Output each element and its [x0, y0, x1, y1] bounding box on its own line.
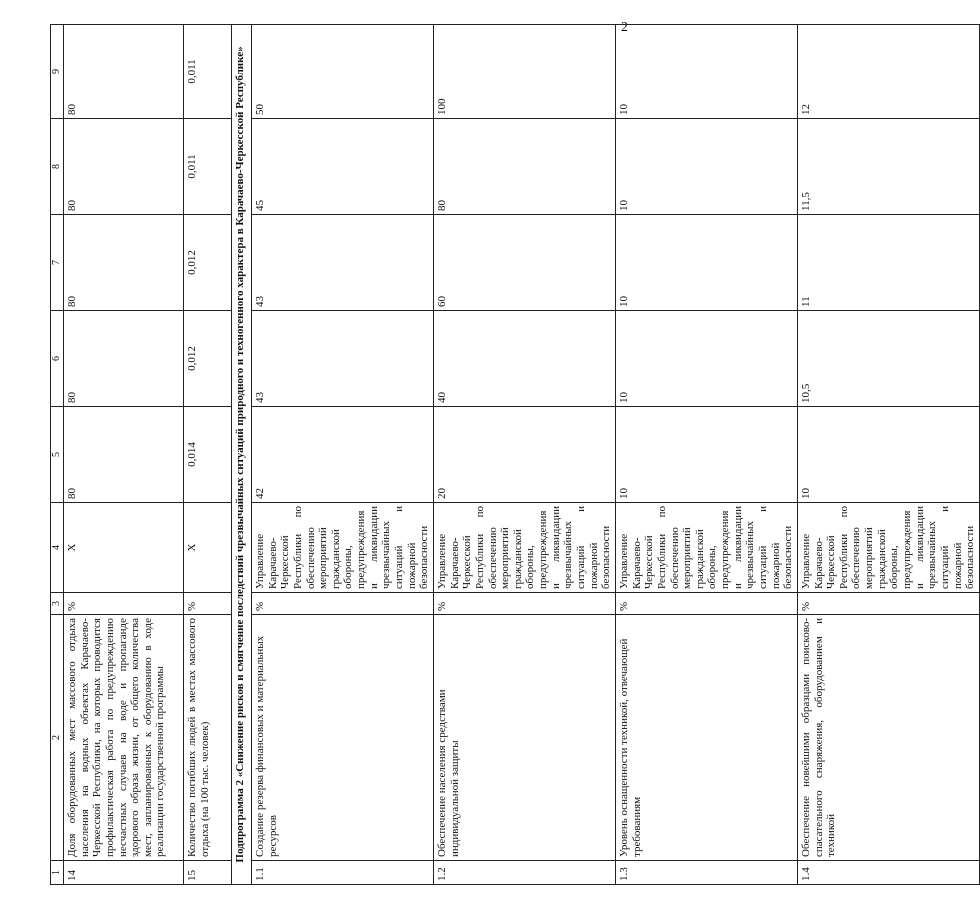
indicator-name: Доля оборудованных мест массового отдыха населения на водных объектах Карачаево-Черкесской Республики, на которых проводится профилактическая работа по предупреждению несчастных случаев на воде и пропаганде здорового образа жизни, от общего количества мест, запланированных к оборудованию в ходе реализации государственной программы — [64, 615, 184, 861]
unit-cell: % — [252, 593, 434, 615]
value-cell: 0,012 — [184, 311, 232, 407]
unit-cell: % — [615, 593, 797, 615]
value-cell: 10 — [615, 119, 797, 215]
value-cell: 10 — [615, 311, 797, 407]
indicator-name: Уровень оснащенности техникой, отвечающей требованиям — [615, 615, 797, 861]
value-cell: 11 — [797, 215, 979, 311]
table-row — [433, 25, 615, 885]
header-cell: 7 — [51, 215, 64, 311]
value-cell: 80 — [64, 407, 184, 503]
executor-cell: Управление Карачаево-Черкесской Республики по обеспечению мероприятий гражданской обороны, предупреждения и ликвидации чрезвычайных ситуаций и пожарной безопасности — [615, 503, 797, 593]
header-cell: 8 — [51, 119, 64, 215]
executor-cell: X — [184, 503, 232, 593]
header-cell: 6 — [51, 311, 64, 407]
value-cell: 20 — [433, 407, 615, 503]
row-number: 1.4 — [797, 861, 979, 885]
unit-cell: % — [64, 593, 184, 615]
header-cell: 9 — [51, 25, 64, 119]
header-cell: 5 — [51, 407, 64, 503]
row-number: 14 — [64, 861, 184, 885]
row-number: 1.1 — [252, 861, 434, 885]
table-row — [615, 25, 797, 885]
value-cell: 42 — [252, 407, 434, 503]
value-cell: 80 — [64, 119, 184, 215]
value-cell: 43 — [252, 311, 434, 407]
indicators-table — [50, 24, 980, 885]
value-cell: 10 — [615, 25, 797, 119]
header-cell: 3 — [51, 593, 64, 615]
value-cell: 12 — [797, 25, 979, 119]
subprogram-title: Подпрограмма 2 «Снижение рисков и смягчение последствий чрезвычайных ситуаций природного и техногенного характера в Карачаево-Черкесской Республике» — [232, 25, 252, 885]
value-cell: 40 — [433, 311, 615, 407]
unit-cell: % — [184, 593, 232, 615]
table-row — [184, 25, 232, 885]
table-row — [252, 25, 434, 885]
page-number: 2 — [621, 20, 628, 35]
column-number-header — [51, 25, 64, 885]
value-cell: 60 — [433, 215, 615, 311]
indicator-name: Обеспечение населения средствами индивидуальной защиты — [433, 615, 615, 861]
value-cell: 100 — [433, 25, 615, 119]
row-number: 1.3 — [615, 861, 797, 885]
row-number: 15 — [184, 861, 232, 885]
value-cell: 80 — [64, 311, 184, 407]
value-cell: 11,5 — [797, 119, 979, 215]
indicator-name: Обеспечение новейшими образцами поисково-спасательного снаряжения, оборудованием и техникой — [797, 615, 979, 861]
value-cell: 0,011 — [184, 119, 232, 215]
rotated-table-sheet — [50, 25, 977, 885]
indicator-name: Количество погибших людей в местах массового отдыха (на 100 тыс. человек) — [184, 615, 232, 861]
header-cell: 1 — [51, 861, 64, 885]
value-cell: 10 — [615, 407, 797, 503]
header-cell: 4 — [51, 503, 64, 593]
executor-cell: Управление Карачаево-Черкесской Республики по обеспечению мероприятий гражданской обороны, предупреждения и ликвидации чрезвычайных ситуаций и пожарной безопасности — [252, 503, 434, 593]
executor-cell: Управление Карачаево-Черкесской Республики по обеспечению мероприятий гражданской обороны, предупреждения и ликвидации чрезвычайных ситуаций и пожарной безопасности — [797, 503, 979, 593]
value-cell: 80 — [64, 215, 184, 311]
executor-cell: Управление Карачаево-Черкесской Республики по обеспечению мероприятий гражданской обороны, предупреждения и ликвидации чрезвычайных ситуаций и пожарной безопасности — [433, 503, 615, 593]
value-cell: 45 — [252, 119, 434, 215]
value-cell: 50 — [252, 25, 434, 119]
subprogram-row — [232, 25, 252, 885]
value-cell: 10,5 — [797, 311, 979, 407]
value-cell: 43 — [252, 215, 434, 311]
table-row — [797, 25, 979, 885]
value-cell: 0,014 — [184, 407, 232, 503]
value-cell: 80 — [64, 25, 184, 119]
unit-cell: % — [797, 593, 979, 615]
executor-cell: X — [64, 503, 184, 593]
value-cell: 10 — [615, 215, 797, 311]
value-cell: 0,011 — [184, 25, 232, 119]
value-cell: 0,012 — [184, 215, 232, 311]
table-row — [64, 25, 184, 885]
row-number: 1.2 — [433, 861, 615, 885]
value-cell: 10 — [797, 407, 979, 503]
header-cell: 2 — [51, 615, 64, 861]
unit-cell: % — [433, 593, 615, 615]
indicator-name: Создание резерва финансовых и материальных ресурсов — [252, 615, 434, 861]
value-cell: 80 — [433, 119, 615, 215]
